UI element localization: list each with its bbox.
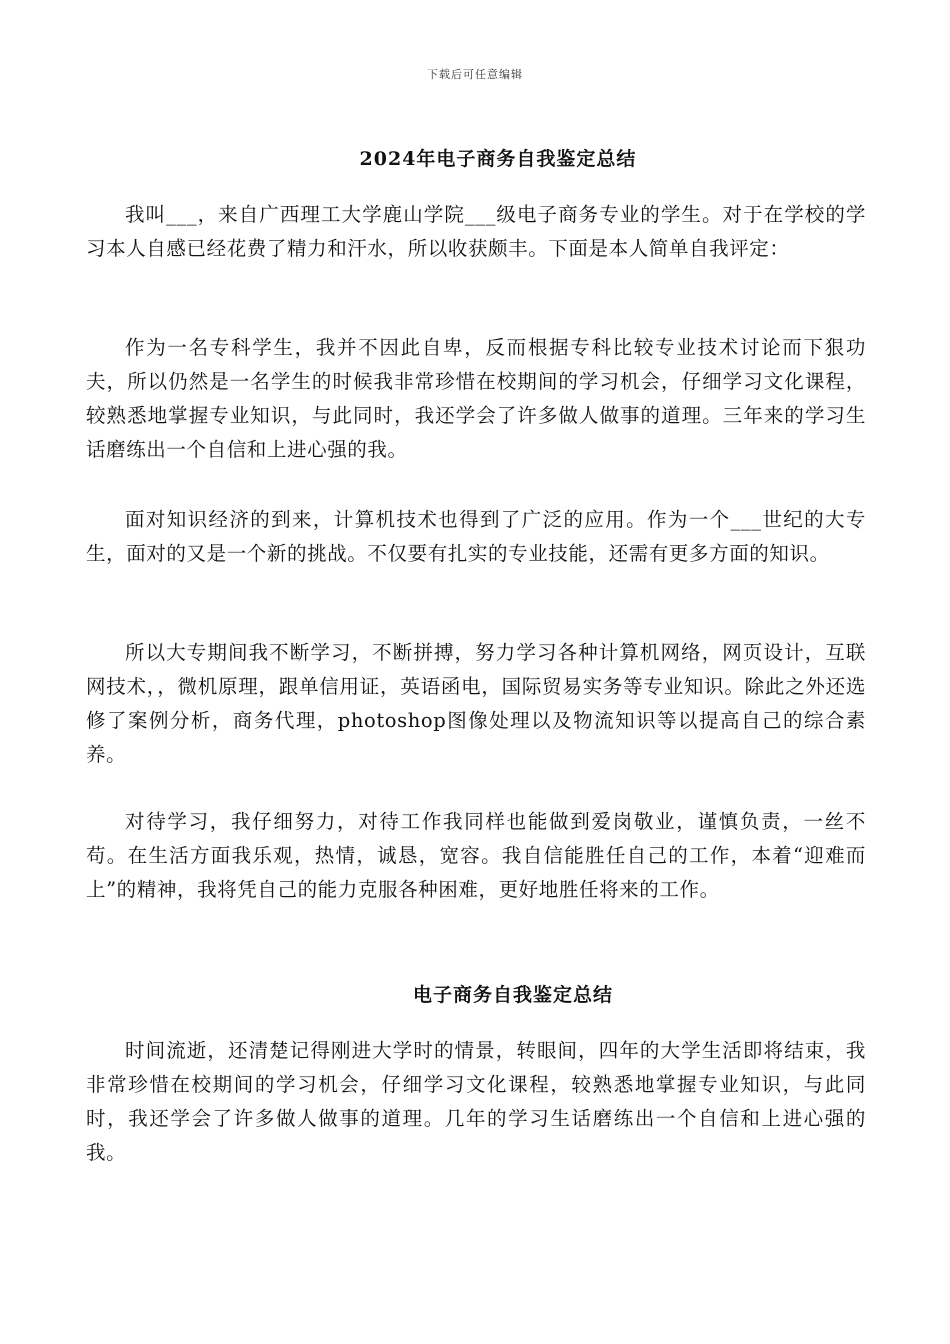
header-note: 下载后可任意编辑 [427, 68, 523, 81]
section-title: 电子商务自我鉴定总结 [412, 984, 613, 1006]
paragraph: 作为一名专科学生，我并不因此自卑，反而根据专科比较专业技术讨论而下狠功夫，所以仍然是一名学生的时候我非常珍惜在校期间的学习机会，仔细学习文化课程，较熟悉地掌握专业知识，与此同时，我还学会了许多做人做事的道理。三年来的学习生话磨练出一个自信和上进心强的我。 [86, 336, 866, 461]
paragraph: 我叫___，来自广西理工大学鹿山学院___级电子商务专业的学生。对于在学校的学习本人自感已经花费了精力和汗水，所以收获颇丰。下面是本人简单自我评定： [86, 203, 866, 260]
paragraph: 时间流逝，还清楚记得刚进大学时的情景，转眼间，四年的大学生活即将结束，我非常珍惜在校期间的学习机会，仔细学习文化课程，较熟悉地掌握专业知识，与此同时，我还学会了许多做人做事的道理。几年的学习生话磨练出一个自信和上进心强的我。 [86, 1039, 866, 1164]
paragraph: 面对知识经济的到来，计算机技术也得到了广泛的应用。作为一个___世纪的大专生，面对的又是一个新的挑战。不仅要有扎实的专业技能，还需有更多方面的知识。 [86, 508, 866, 565]
paragraph: 所以大专期间我不断学习，不断拼搏，努力学习各种计算机网络，网页设计，互联网技术，，微机原理，跟单信用证，英语函电，国际贸易实务等专业知识。除此之外还选修了案例分析，商务代理，photoshop图像处理以及物流知识等以提高自己的综合素养。 [86, 641, 866, 766]
paragraph: 对待学习，我仔细努力，对待工作我同样也能做到爱岗敬业，谨慎负责，一丝不苟。在生活方面我乐观，热情，诚恳，宽容。我自信能胜任自己的工作，本着“迎难而上”的精神，我将凭自己的能力克服各种困难，更好地胜任将来的工作。 [86, 810, 866, 901]
document-title: 2024年电子商务自我鉴定总结 [359, 148, 637, 170]
